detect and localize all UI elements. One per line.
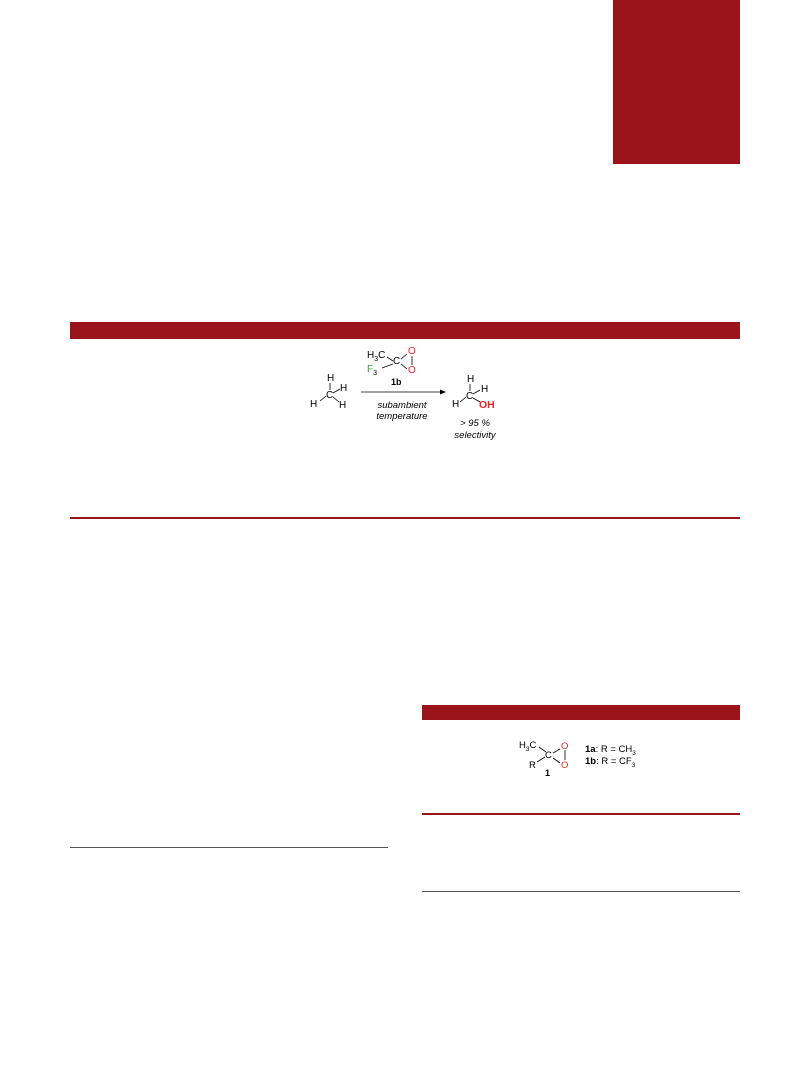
svg-text:C: C <box>466 391 474 402</box>
svg-text:H: H <box>481 384 489 395</box>
svg-text:C: C <box>393 356 401 367</box>
svg-text:O: O <box>408 346 416 357</box>
selectivity-value: > 95 % <box>460 418 490 429</box>
footnote-rule <box>70 847 388 848</box>
svg-text:O: O <box>561 760 569 771</box>
svg-text:H: H <box>339 400 347 411</box>
reagent-dioxirane-1b <box>367 346 416 387</box>
entry-1a: 1a: $R = CH_3$ <box>585 744 636 757</box>
methanol-structure <box>452 374 495 411</box>
methane-structure <box>310 373 347 411</box>
reaction-arrow <box>361 390 446 395</box>
dioxirane-1-structure <box>519 740 568 778</box>
figure-top-bottom-rule <box>70 517 740 519</box>
svg-text:H: H <box>310 399 318 410</box>
svg-text:O: O <box>561 741 569 752</box>
corner-color-block <box>613 0 740 164</box>
condition-line-2: temperature <box>376 411 428 422</box>
svg-text:C: C <box>545 750 552 761</box>
svg-text:R: R <box>529 760 536 771</box>
svg-text:H3C: $H_3C$ <box>519 740 537 753</box>
svg-text:OH: OH <box>479 399 495 411</box>
svg-text:H3C: $H_3C$ <box>367 350 386 363</box>
right-column-rule <box>422 891 740 892</box>
reaction-scheme <box>290 340 530 448</box>
entry-1b: 1b: $R = CF_3$ <box>585 756 636 769</box>
svg-text:C: C <box>326 390 334 401</box>
svg-text:O: O <box>408 365 416 376</box>
figure-top-bar <box>70 322 740 339</box>
dioxirane-structure-figure <box>510 736 680 782</box>
figure-right-bar <box>422 705 740 720</box>
svg-text:H: H <box>340 383 348 394</box>
svg-text:H: H <box>327 373 335 384</box>
svg-text:F3: $F_3$ <box>367 364 378 377</box>
selectivity-label: selectivity <box>454 430 496 441</box>
svg-text:1b: 1b <box>391 377 402 387</box>
condition-line-1: subambient <box>377 400 427 411</box>
svg-text:1: 1 <box>545 768 551 778</box>
svg-text:H: H <box>452 399 460 410</box>
svg-text:H: H <box>467 374 475 385</box>
figure-right-bottom-rule <box>422 813 740 815</box>
